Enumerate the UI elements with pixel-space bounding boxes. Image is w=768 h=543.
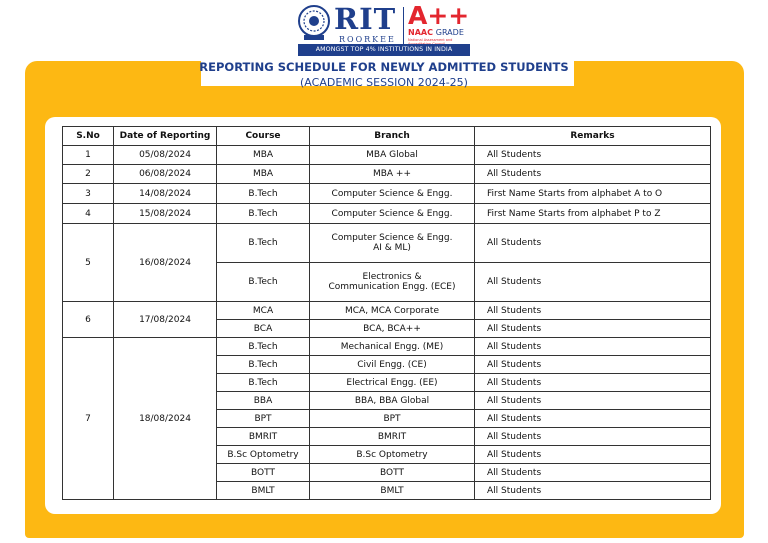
cell-branch: BBA, BBA Global [310, 392, 475, 410]
table-row [63, 224, 711, 263]
cell-branch: MBA ++ [310, 165, 475, 184]
table-row [63, 204, 711, 224]
table-row [63, 302, 711, 320]
cell-branch: MCA, MCA Corporate [310, 302, 475, 320]
table-row [63, 184, 711, 204]
cell-sno: 6 [63, 302, 114, 338]
cell-date: 18/08/2024 [114, 338, 217, 500]
cell-course: BMRIT [217, 428, 310, 446]
cell-remarks: All Students [475, 146, 711, 165]
cell-date: 15/08/2024 [114, 204, 217, 224]
cell-sno: 4 [63, 204, 114, 224]
cell-branch: Civil Engg. (CE) [310, 356, 475, 374]
cell-remarks: All Students [475, 464, 711, 482]
schedule-table [62, 126, 711, 500]
cell-course: BPT [217, 410, 310, 428]
cell-remarks: All Students [475, 165, 711, 184]
naac-label: NAAC GRADE [408, 28, 464, 37]
cell-course: B.Tech [217, 204, 310, 224]
cell-remarks: All Students [475, 446, 711, 464]
cell-branch: B.Sc Optometry [310, 446, 475, 464]
emblem-icon [296, 4, 332, 42]
grade-badge: A++ [408, 1, 470, 30]
table-row [63, 165, 711, 184]
cell-course: BBA [217, 392, 310, 410]
cell-course: BOTT [217, 464, 310, 482]
cell-remarks: All Students [475, 356, 711, 374]
cell-branch: Mechanical Engg. (ME) [310, 338, 475, 356]
col-header-date: Date of Reporting [114, 127, 217, 146]
cell-branch: BMRIT [310, 428, 475, 446]
col-header-course: Course [217, 127, 310, 146]
cell-date: 05/08/2024 [114, 146, 217, 165]
cell-remarks: All Students [475, 392, 711, 410]
cell-date: 14/08/2024 [114, 184, 217, 204]
col-header-remarks: Remarks [475, 127, 711, 146]
cell-course: BCA [217, 320, 310, 338]
page-subtitle: (ACADEMIC SESSION 2024-25) [300, 76, 468, 89]
cell-date: 17/08/2024 [114, 302, 217, 338]
cell-branch: BMLT [310, 482, 475, 500]
cell-remarks: All Students [475, 263, 711, 302]
table-header-row [63, 127, 711, 146]
cell-remarks: First Name Starts from alphabet A to O [475, 184, 711, 204]
cell-sno: 5 [63, 224, 114, 302]
cell-date: 06/08/2024 [114, 165, 217, 184]
cell-sno: 1 [63, 146, 114, 165]
cell-remarks: All Students [475, 338, 711, 356]
naac-subtext: National Assessment and [408, 38, 453, 42]
cell-remarks: All Students [475, 428, 711, 446]
cell-branch: BPT [310, 410, 475, 428]
cell-remarks: All Students [475, 410, 711, 428]
logo-divider [403, 7, 404, 45]
col-header-sno: S.No [63, 127, 114, 146]
brand-city: ROORKEE [339, 35, 396, 44]
cell-course: B.Tech [217, 184, 310, 204]
cell-course: B.Tech [217, 374, 310, 392]
cell-remarks: All Students [475, 302, 711, 320]
cell-remarks: First Name Starts from alphabet P to Z [475, 204, 711, 224]
cell-sno: 2 [63, 165, 114, 184]
cell-date: 16/08/2024 [114, 224, 217, 302]
cell-course: MBA [217, 146, 310, 165]
cell-course: B.Tech [217, 338, 310, 356]
cell-branch: BOTT [310, 464, 475, 482]
col-header-branch: Branch [310, 127, 475, 146]
cell-branch: Computer Science & Engg. [310, 204, 475, 224]
tagline-banner: AMONGST TOP 4% INSTITUTIONS IN INDIA [298, 44, 470, 56]
cell-course: MCA [217, 302, 310, 320]
cell-remarks: All Students [475, 482, 711, 500]
cell-branch: Electrical Engg. (EE) [310, 374, 475, 392]
cell-course: B.Tech [217, 224, 310, 263]
cell-sno: 7 [63, 338, 114, 500]
cell-sno: 3 [63, 184, 114, 204]
brand-name: RIT [334, 2, 397, 36]
cell-course: B.Sc Optometry [217, 446, 310, 464]
table-row [63, 146, 711, 165]
cell-branch: Computer Science & Engg. AI & ML) [310, 224, 475, 263]
cell-course: B.Tech [217, 356, 310, 374]
page-title: REPORTING SCHEDULE FOR NEWLY ADMITTED STUDENTS [199, 60, 569, 74]
cell-branch: Computer Science & Engg. [310, 184, 475, 204]
cell-remarks: All Students [475, 374, 711, 392]
cell-course: B.Tech [217, 263, 310, 302]
cell-remarks: All Students [475, 224, 711, 263]
table-row [63, 338, 711, 356]
cell-course: MBA [217, 165, 310, 184]
cell-branch: BCA, BCA++ [310, 320, 475, 338]
cell-branch: MBA Global [310, 146, 475, 165]
cell-course: BMLT [217, 482, 310, 500]
cell-branch: Electronics & Communication Engg. (ECE) [310, 263, 475, 302]
cell-remarks: All Students [475, 320, 711, 338]
